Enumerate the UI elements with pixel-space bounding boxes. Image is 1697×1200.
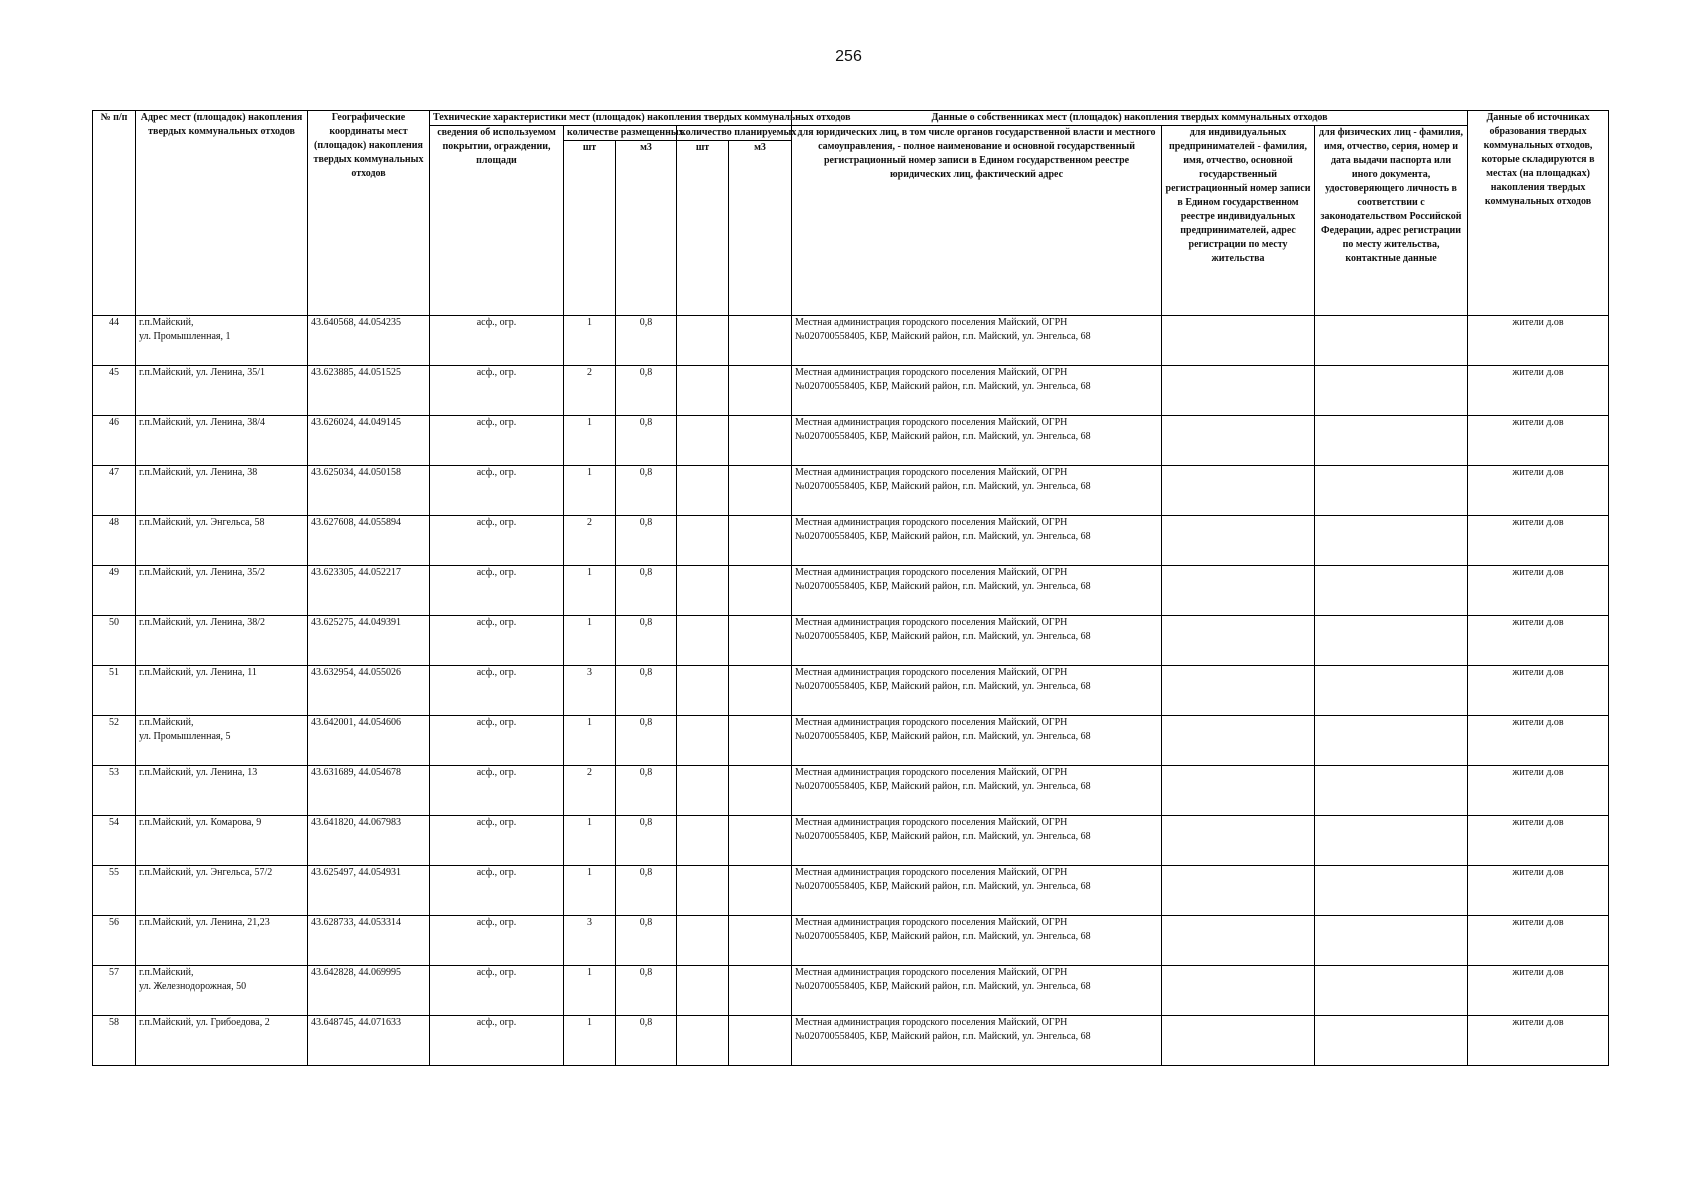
row-source: жители д.ов: [1468, 616, 1609, 666]
row-address: [136, 1016, 308, 1066]
row-surface: асф., огр.: [430, 616, 564, 666]
row-number: 54: [93, 816, 136, 866]
row-address: [136, 716, 308, 766]
page-number: 256: [835, 48, 862, 65]
row-planned-pcs: [677, 416, 729, 466]
row-source: жители д.ов: [1468, 866, 1609, 916]
row-address: [136, 666, 308, 716]
row-address-line1: г.п.Майский, ул. Ленина, 38/4: [139, 417, 265, 428]
header-surface: сведения об используемом покрытии, ограждении, площади: [430, 126, 564, 316]
row-entrepreneur-owner: [1162, 416, 1315, 466]
row-source: жители д.ов: [1468, 966, 1609, 1016]
row-individual-owner: [1315, 516, 1468, 566]
row-legal-owner: [792, 716, 1162, 766]
row-source: жители д.ов: [1468, 416, 1609, 466]
row-coordinates: 43.627608, 44.055894: [308, 516, 430, 566]
row-planned-pcs: [677, 916, 729, 966]
header-planned-m3: м3: [729, 141, 792, 316]
row-placed-pcs: 3: [564, 916, 616, 966]
row-legal-owner: [792, 316, 1162, 366]
row-coordinates: 43.640568, 44.054235: [308, 316, 430, 366]
row-owner-line2: №020700558405, КБР, Майский район, г.п. Майский, ул. Энгельса, 68: [795, 481, 1091, 492]
row-legal-owner: [792, 466, 1162, 516]
row-surface: асф., огр.: [430, 916, 564, 966]
row-entrepreneur-owner: [1162, 666, 1315, 716]
row-owner-line1: Местная администрация городского поселения Майский, ОГРН: [795, 1017, 1068, 1028]
row-number: 51: [93, 666, 136, 716]
row-coordinates: 43.625034, 44.050158: [308, 466, 430, 516]
row-number: 52: [93, 716, 136, 766]
header-placed-m3: м3: [616, 141, 677, 316]
row-address-line1: г.п.Майский, ул. Ленина, 38/2: [139, 617, 265, 628]
row-placed-m3: 0,8: [616, 766, 677, 816]
row-owner-line1: Местная администрация городского поселения Майский, ОГРН: [795, 867, 1068, 878]
row-address-line1: г.п.Майский,: [139, 717, 194, 728]
row-planned-pcs: [677, 566, 729, 616]
row-planned-pcs: [677, 866, 729, 916]
row-placed-pcs: 2: [564, 766, 616, 816]
row-surface: асф., огр.: [430, 966, 564, 1016]
table-row: [93, 1016, 1609, 1066]
row-owner-line1: Местная администрация городского поселения Майский, ОГРН: [795, 767, 1068, 778]
row-entrepreneur-owner: [1162, 316, 1315, 366]
row-address-line1: г.п.Майский,: [139, 967, 194, 978]
row-owner-line1: Местная администрация городского поселения Майский, ОГРН: [795, 617, 1068, 628]
row-owner-line2: №020700558405, КБР, Майский район, г.п. Майский, ул. Энгельса, 68: [795, 381, 1091, 392]
row-coordinates: 43.625497, 44.054931: [308, 866, 430, 916]
row-address: [136, 516, 308, 566]
row-address-line1: г.п.Майский, ул. Ленина, 38: [139, 467, 258, 478]
table-row: [93, 466, 1609, 516]
row-placed-m3: 0,8: [616, 366, 677, 416]
row-owner-line1: Местная администрация городского поселения Майский, ОГРН: [795, 967, 1068, 978]
row-owner-line2: №020700558405, КБР, Майский район, г.п. Майский, ул. Энгельса, 68: [795, 681, 1091, 692]
row-owner-line1: Местная администрация городского поселения Майский, ОГРН: [795, 567, 1068, 578]
row-address: [136, 316, 308, 366]
row-placed-m3: 0,8: [616, 866, 677, 916]
row-address-line1: г.п.Майский, ул. Грибоедова, 2: [139, 1017, 270, 1028]
row-legal-owner: [792, 766, 1162, 816]
row-planned-m3: [729, 566, 792, 616]
row-surface: асф., огр.: [430, 566, 564, 616]
row-planned-m3: [729, 766, 792, 816]
row-owner-line2: №020700558405, КБР, Майский район, г.п. Майский, ул. Энгельса, 68: [795, 581, 1091, 592]
row-source: жители д.ов: [1468, 816, 1609, 866]
row-individual-owner: [1315, 866, 1468, 916]
row-number: 55: [93, 866, 136, 916]
row-source: жители д.ов: [1468, 766, 1609, 816]
row-planned-pcs: [677, 466, 729, 516]
table-body: [93, 316, 1609, 1066]
row-planned-m3: [729, 866, 792, 916]
header-address: Адрес мест (площадок) накопления твердых коммунальных отходов: [136, 111, 308, 316]
row-placed-pcs: 2: [564, 516, 616, 566]
row-planned-m3: [729, 366, 792, 416]
row-individual-owner: [1315, 666, 1468, 716]
row-legal-owner: [792, 1016, 1162, 1066]
row-entrepreneur-owner: [1162, 566, 1315, 616]
row-number: 48: [93, 516, 136, 566]
header-count-placed: количестве размещенных: [564, 126, 677, 141]
row-owner-line2: №020700558405, КБР, Майский район, г.п. Майский, ул. Энгельса, 68: [795, 1031, 1091, 1042]
row-individual-owner: [1315, 416, 1468, 466]
row-entrepreneur-owner: [1162, 916, 1315, 966]
row-placed-pcs: 1: [564, 616, 616, 666]
row-owner-line2: №020700558405, КБР, Майский район, г.п. Майский, ул. Энгельса, 68: [795, 731, 1091, 742]
table-row: [93, 316, 1609, 366]
row-individual-owner: [1315, 566, 1468, 616]
row-planned-m3: [729, 966, 792, 1016]
row-placed-m3: 0,8: [616, 416, 677, 466]
row-owner-line2: №020700558405, КБР, Майский район, г.п. Майский, ул. Энгельса, 68: [795, 431, 1091, 442]
row-planned-m3: [729, 816, 792, 866]
row-address: [136, 416, 308, 466]
row-placed-pcs: 1: [564, 866, 616, 916]
row-owner-line2: №020700558405, КБР, Майский район, г.п. Майский, ул. Энгельса, 68: [795, 981, 1091, 992]
row-surface: асф., огр.: [430, 766, 564, 816]
row-legal-owner: [792, 916, 1162, 966]
row-planned-pcs: [677, 666, 729, 716]
row-planned-pcs: [677, 716, 729, 766]
row-coordinates: 43.632954, 44.055026: [308, 666, 430, 716]
table-row: [93, 366, 1609, 416]
row-placed-pcs: 2: [564, 366, 616, 416]
row-address-line2: ул. Промышленная, 1: [139, 331, 231, 342]
row-owner-line2: №020700558405, КБР, Майский район, г.п. Майский, ул. Энгельса, 68: [795, 831, 1091, 842]
row-owner-line2: №020700558405, КБР, Майский район, г.п. Майский, ул. Энгельса, 68: [795, 531, 1091, 542]
row-address: [136, 566, 308, 616]
row-placed-pcs: 1: [564, 566, 616, 616]
table-header: [93, 111, 1609, 316]
row-placed-m3: 0,8: [616, 716, 677, 766]
row-address: [136, 466, 308, 516]
row-coordinates: 43.642828, 44.069995: [308, 966, 430, 1016]
row-placed-m3: 0,8: [616, 466, 677, 516]
row-planned-m3: [729, 666, 792, 716]
row-legal-owner: [792, 666, 1162, 716]
row-source: жители д.ов: [1468, 366, 1609, 416]
row-address-line1: г.п.Майский, ул. Ленина, 35/2: [139, 567, 265, 578]
row-address-line1: г.п.Майский, ул. Ленина, 21,23: [139, 917, 270, 928]
row-address: [136, 966, 308, 1016]
row-entrepreneur-owner: [1162, 766, 1315, 816]
row-individual-owner: [1315, 366, 1468, 416]
header-num: № п/п: [93, 111, 136, 316]
row-legal-owner: [792, 966, 1162, 1016]
header-coords: Географические координаты мест (площадок) накопления твердых коммунальных отходов: [308, 111, 430, 316]
row-owner-line1: Местная администрация городского поселения Майский, ОГРН: [795, 317, 1068, 328]
row-placed-m3: 0,8: [616, 316, 677, 366]
row-number: 53: [93, 766, 136, 816]
header-tech: Технические характеристики мест (площадок) накопления твердых коммунальных отходов: [430, 111, 792, 126]
table-row: [93, 916, 1609, 966]
row-number: 57: [93, 966, 136, 1016]
row-number: 46: [93, 416, 136, 466]
row-source: жители д.ов: [1468, 666, 1609, 716]
row-address: [136, 816, 308, 866]
row-number: 49: [93, 566, 136, 616]
row-legal-owner: [792, 566, 1162, 616]
row-surface: асф., огр.: [430, 1016, 564, 1066]
row-individual-owner: [1315, 916, 1468, 966]
row-owner-line1: Местная администрация городского поселения Майский, ОГРН: [795, 467, 1068, 478]
row-owner-line2: №020700558405, КБР, Майский район, г.п. Майский, ул. Энгельса, 68: [795, 331, 1091, 342]
row-surface: асф., огр.: [430, 716, 564, 766]
row-planned-m3: [729, 516, 792, 566]
table-row: [93, 716, 1609, 766]
row-coordinates: 43.628733, 44.053314: [308, 916, 430, 966]
row-planned-m3: [729, 416, 792, 466]
row-address-line1: г.п.Майский,: [139, 317, 194, 328]
row-entrepreneur-owner: [1162, 616, 1315, 666]
row-owner-line1: Местная администрация городского поселения Майский, ОГРН: [795, 667, 1068, 678]
row-owner-line1: Местная администрация городского поселения Майский, ОГРН: [795, 917, 1068, 928]
row-surface: асф., огр.: [430, 866, 564, 916]
row-placed-m3: 0,8: [616, 916, 677, 966]
table-row: [93, 566, 1609, 616]
row-planned-pcs: [677, 516, 729, 566]
table-row: [93, 966, 1609, 1016]
row-entrepreneur-owner: [1162, 516, 1315, 566]
row-planned-pcs: [677, 616, 729, 666]
table-row: [93, 616, 1609, 666]
row-placed-pcs: 1: [564, 1016, 616, 1066]
row-placed-pcs: 1: [564, 716, 616, 766]
row-surface: асф., огр.: [430, 366, 564, 416]
row-entrepreneur-owner: [1162, 1016, 1315, 1066]
row-source: жители д.ов: [1468, 466, 1609, 516]
header-planned-pcs: шт: [677, 141, 729, 316]
header-placed-pcs: шт: [564, 141, 616, 316]
row-individual-owner: [1315, 716, 1468, 766]
table-row: [93, 766, 1609, 816]
row-number: 47: [93, 466, 136, 516]
row-individual-owner: [1315, 816, 1468, 866]
header-individuals: для физических лиц - фамилия, имя, отчество, серия, номер и дата выдачи паспорта или иного документа, удостоверяющего личность в соответствии с законодательством Российской Федерации, адрес регистрации по месту жительства, контактные данные: [1315, 126, 1468, 316]
row-coordinates: 43.641820, 44.067983: [308, 816, 430, 866]
header-count-planned: количество планируемых: [677, 126, 792, 141]
row-legal-owner: [792, 616, 1162, 666]
row-planned-pcs: [677, 316, 729, 366]
row-entrepreneur-owner: [1162, 466, 1315, 516]
header-owners: Данные о собственниках мест (площадок) накопления твердых коммунальных отходов: [792, 111, 1468, 126]
row-source: жители д.ов: [1468, 716, 1609, 766]
row-address-line1: г.п.Майский, ул. Комарова, 9: [139, 817, 262, 828]
row-address: [136, 366, 308, 416]
row-legal-owner: [792, 866, 1162, 916]
row-placed-pcs: 1: [564, 816, 616, 866]
row-source: жители д.ов: [1468, 566, 1609, 616]
row-number: 56: [93, 916, 136, 966]
row-address: [136, 766, 308, 816]
table-row: [93, 866, 1609, 916]
row-planned-m3: [729, 1016, 792, 1066]
row-planned-pcs: [677, 766, 729, 816]
row-placed-m3: 0,8: [616, 666, 677, 716]
table-row: [93, 666, 1609, 716]
row-planned-pcs: [677, 366, 729, 416]
row-surface: асф., огр.: [430, 466, 564, 516]
row-placed-pcs: 1: [564, 966, 616, 1016]
row-owner-line2: №020700558405, КБР, Майский район, г.п. Майский, ул. Энгельса, 68: [795, 881, 1091, 892]
row-owner-line2: №020700558405, КБР, Майский район, г.п. Майский, ул. Энгельса, 68: [795, 631, 1091, 642]
row-individual-owner: [1315, 766, 1468, 816]
row-source: жители д.ов: [1468, 916, 1609, 966]
row-placed-m3: 0,8: [616, 516, 677, 566]
row-address-line2: ул. Железнодорожная, 50: [139, 981, 247, 992]
row-owner-line2: №020700558405, КБР, Майский район, г.п. Майский, ул. Энгельса, 68: [795, 781, 1091, 792]
header-sources: Данные об источниках образования твердых коммунальных отходов, которые складируются в местах (на площадках) накопления твердых коммунальных отходов: [1468, 111, 1609, 316]
row-source: жители д.ов: [1468, 1016, 1609, 1066]
row-owner-line2: №020700558405, КБР, Майский район, г.п. Майский, ул. Энгельса, 68: [795, 931, 1091, 942]
row-source: жители д.ов: [1468, 516, 1609, 566]
row-entrepreneur-owner: [1162, 366, 1315, 416]
row-number: 58: [93, 1016, 136, 1066]
header-legal: для юридических лиц, в том числе органов государственной власти и местного самоуправления, - полное наименование и основной государственный регистрационный номер записи в Едином государственном реестре юридических лиц, фактический адрес: [792, 126, 1162, 316]
row-placed-m3: 0,8: [616, 816, 677, 866]
row-planned-pcs: [677, 816, 729, 866]
row-owner-line1: Местная администрация городского поселения Майский, ОГРН: [795, 417, 1068, 428]
row-individual-owner: [1315, 1016, 1468, 1066]
row-planned-m3: [729, 316, 792, 366]
row-legal-owner: [792, 366, 1162, 416]
waste-sites-table: [92, 110, 1609, 1066]
row-surface: асф., огр.: [430, 816, 564, 866]
row-address: [136, 916, 308, 966]
row-individual-owner: [1315, 466, 1468, 516]
row-placed-pcs: 1: [564, 316, 616, 366]
row-surface: асф., огр.: [430, 516, 564, 566]
row-placed-pcs: 1: [564, 466, 616, 516]
row-planned-m3: [729, 616, 792, 666]
row-planned-m3: [729, 916, 792, 966]
row-entrepreneur-owner: [1162, 966, 1315, 1016]
row-placed-pcs: 3: [564, 666, 616, 716]
row-surface: асф., огр.: [430, 666, 564, 716]
row-individual-owner: [1315, 616, 1468, 666]
header-entrepreneurs: для индивидуальных предпринимателей - фамилия, имя, отчество, основной государственный регистрационный номер записи в Едином государственном реестре индивидуальных предпринимателей, адрес регистрации по месту жительства: [1162, 126, 1315, 316]
row-source: жители д.ов: [1468, 316, 1609, 366]
table-row: [93, 516, 1609, 566]
row-coordinates: 43.625275, 44.049391: [308, 616, 430, 666]
row-placed-m3: 0,8: [616, 566, 677, 616]
row-address: [136, 866, 308, 916]
row-legal-owner: [792, 516, 1162, 566]
row-coordinates: 43.642001, 44.054606: [308, 716, 430, 766]
row-address-line1: г.п.Майский, ул. Энгельса, 57/2: [139, 867, 273, 878]
row-address-line1: г.п.Майский, ул. Энгельса, 58: [139, 517, 265, 528]
row-coordinates: 43.648745, 44.071633: [308, 1016, 430, 1066]
row-entrepreneur-owner: [1162, 716, 1315, 766]
row-address: [136, 616, 308, 666]
row-surface: асф., огр.: [430, 416, 564, 466]
row-entrepreneur-owner: [1162, 816, 1315, 866]
row-address-line1: г.п.Майский, ул. Ленина, 35/1: [139, 367, 265, 378]
row-number: 50: [93, 616, 136, 666]
row-number: 45: [93, 366, 136, 416]
row-planned-m3: [729, 466, 792, 516]
table-row: [93, 816, 1609, 866]
row-coordinates: 43.631689, 44.054678: [308, 766, 430, 816]
row-planned-pcs: [677, 966, 729, 1016]
row-placed-pcs: 1: [564, 416, 616, 466]
row-planned-pcs: [677, 1016, 729, 1066]
row-entrepreneur-owner: [1162, 866, 1315, 916]
row-placed-m3: 0,8: [616, 616, 677, 666]
row-owner-line1: Местная администрация городского поселения Майский, ОГРН: [795, 817, 1068, 828]
row-surface: асф., огр.: [430, 316, 564, 366]
row-legal-owner: [792, 416, 1162, 466]
row-address-line1: г.п.Майский, ул. Ленина, 11: [139, 667, 257, 678]
row-coordinates: 43.623305, 44.052217: [308, 566, 430, 616]
row-individual-owner: [1315, 316, 1468, 366]
row-address-line1: г.п.Майский, ул. Ленина, 13: [139, 767, 258, 778]
row-owner-line1: Местная администрация городского поселения Майский, ОГРН: [795, 367, 1068, 378]
row-owner-line1: Местная администрация городского поселения Майский, ОГРН: [795, 717, 1068, 728]
row-placed-m3: 0,8: [616, 1016, 677, 1066]
row-owner-line1: Местная администрация городского поселения Майский, ОГРН: [795, 517, 1068, 528]
row-coordinates: 43.626024, 44.049145: [308, 416, 430, 466]
row-coordinates: 43.623885, 44.051525: [308, 366, 430, 416]
table-row: [93, 416, 1609, 466]
row-planned-m3: [729, 716, 792, 766]
row-number: 44: [93, 316, 136, 366]
row-individual-owner: [1315, 966, 1468, 1016]
row-address-line2: ул. Промышленная, 5: [139, 731, 231, 742]
row-legal-owner: [792, 816, 1162, 866]
row-placed-m3: 0,8: [616, 966, 677, 1016]
